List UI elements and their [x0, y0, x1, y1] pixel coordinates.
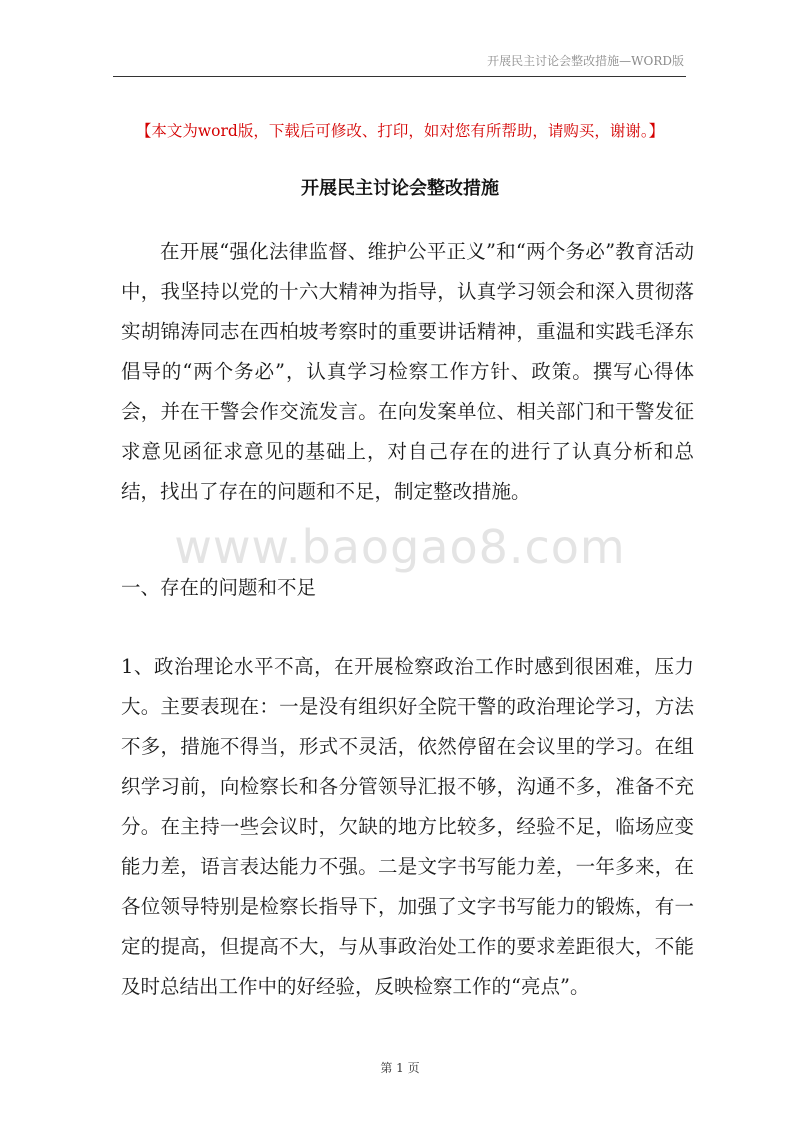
section-heading: 一、存在的问题和不足 [121, 576, 317, 599]
header-divider [113, 76, 686, 77]
intro-paragraph: 在开展“强化法律监督、维护公平正义”和“两个务必”教育活动中，我坚持以党的十六大精神为指导，认真学习领会和深入贯彻落实胡锦涛同志在西柏坡考察时的重要讲话精神，重温和实践毛泽东倡导的“两个务必”，认真学习检察工作方针、政策。撰写心得体会，并在干警会作交流发言。在向发案单位、相关部门和干警发征求意见函征求意见的基础上，对自己存在的进行了认真分析和总结，找出了存在的问题和不足，制定整改措施。 [121, 240, 694, 503]
item-paragraph: 1、政治理论水平不高，在开展检察政治工作时感到很困难，压力大。主要表现在：一是没有组织好全院干警的政治理论学习，方法不多，措施不得当，形式不灵活，依然停留在会议里的学习。在组织学习前，向检察长和各分管领导汇报不够，沟通不多，准备不充分。在主持一些会议时，欠缺的地方比较多，经验不足，临场应变能力差，语言表达能力不强。二是文字书写能力差，一年多来，在各位领导特别是检察长指导下，加强了文字书写能力的锻炼，有一定的提高，但提高不大，与从事政治处工作的要求差距很大，不能及时总结出工作中的好经验，反映检察工作的“亮点”。 [121, 655, 694, 998]
site-watermark: www.baogao8.com [174, 520, 626, 574]
running-header: 开展民主讨论会整改措施—WORD版 [487, 54, 684, 68]
page-number: 第 1 页 [380, 1061, 420, 1075]
document-title: 开展民主讨论会整改措施 [301, 178, 499, 199]
purchase-notice: 【本文为word版，下载后可修改、打印，如对您有所帮助，请购买，谢谢。】 [135, 122, 665, 140]
